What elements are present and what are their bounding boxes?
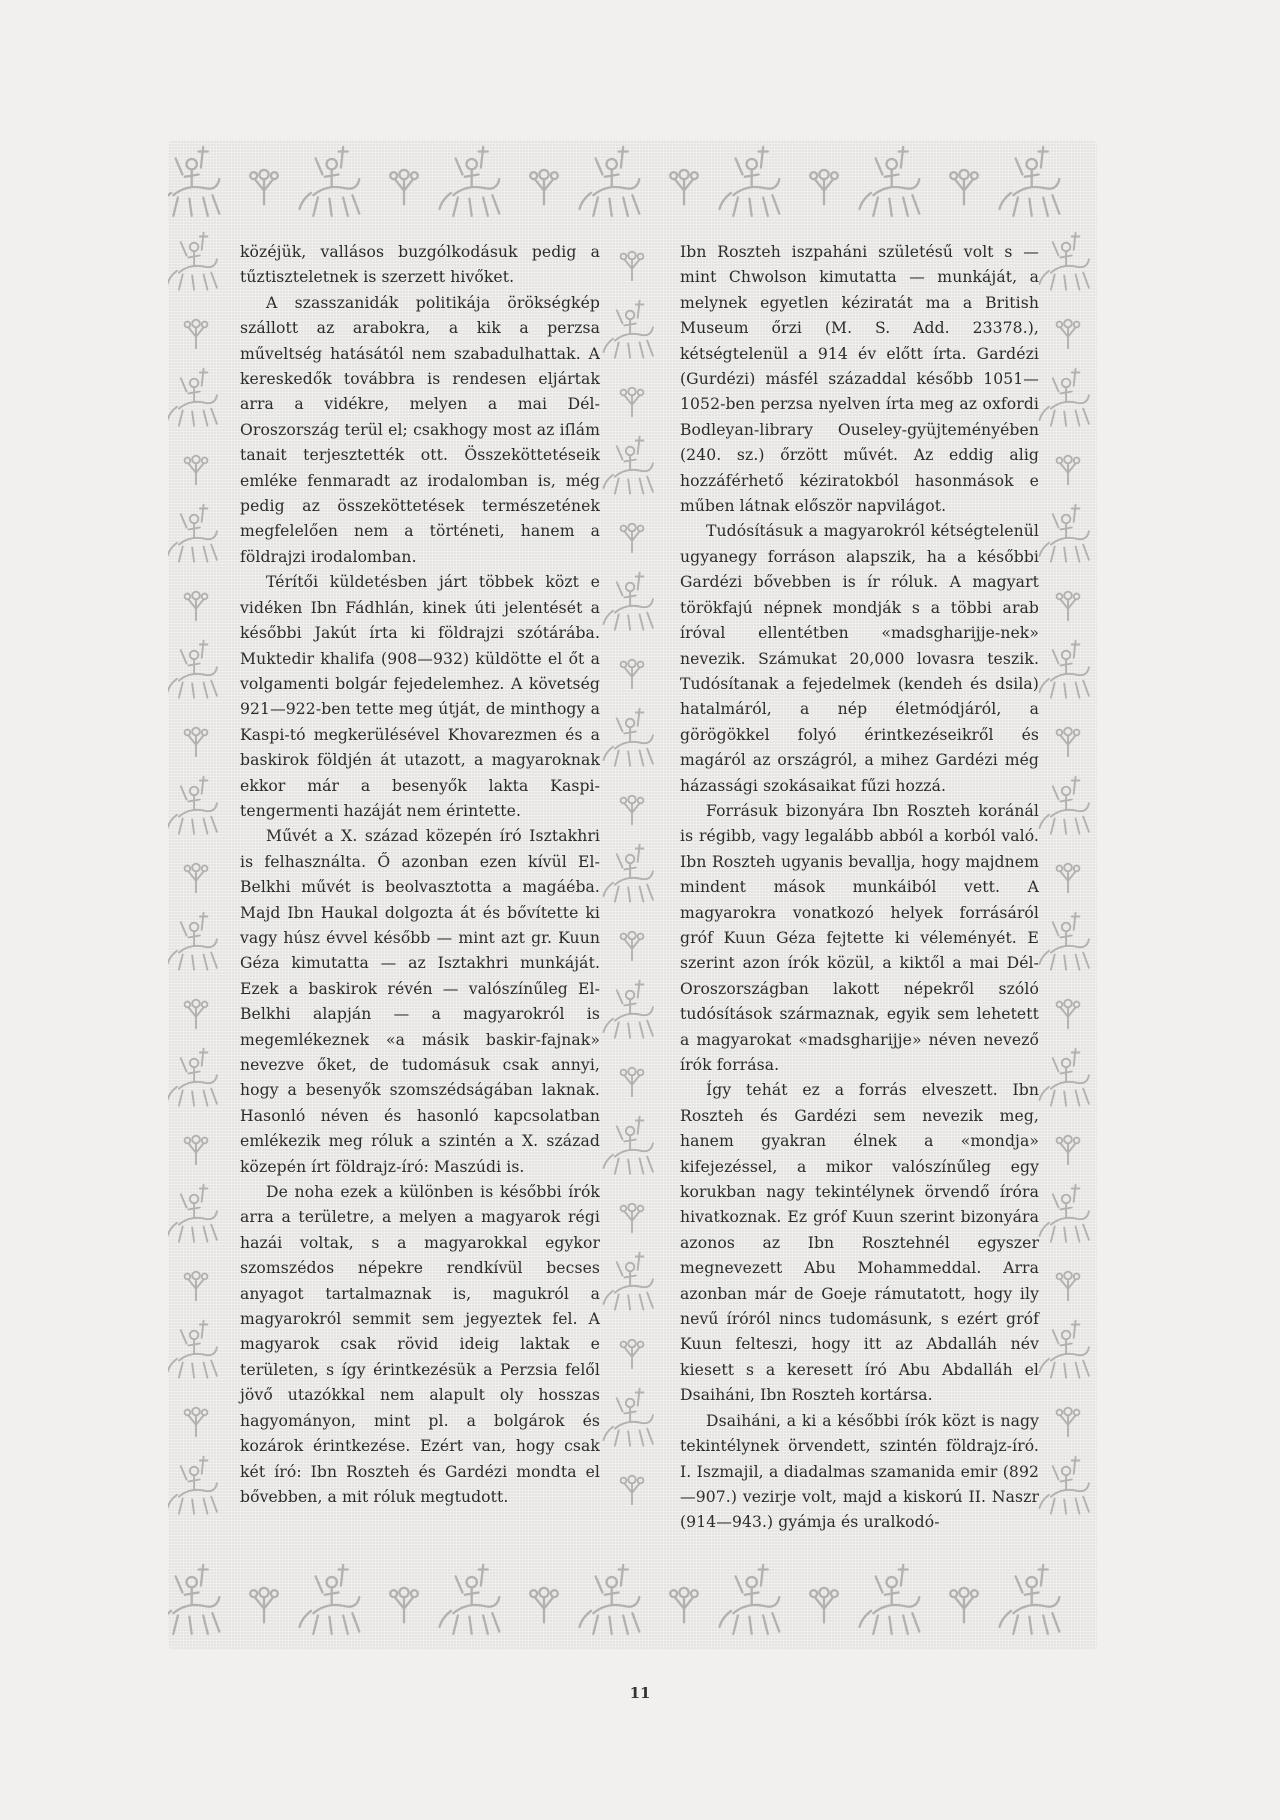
- paragraph: Így tehát ez a forrás elveszett. Ibn Roszteh és Gardézi sem nevezik meg, hanem gyakran élnek a «mondja» kifejezéssel, a mikor valószínűleg egy korukban nagy tekintélynek örvendő íróra hivatkoznak. Ez gróf Kuun szerint bizonyára azonos az Ibn Rosztehnél egyszer megnevezett Abu Mohammeddal. Arra azonban már de Goeje rámutatott, hogy ily nevű íróról nincs tudomásunk, s ezért gróf Kuun felteszi, hogy itt az Abdalláh név kiesett s a keresett író Abu Abdalláh el Dsaiháni, Ibn Roszteh kortársa.: [680, 1081, 1039, 1405]
- paragraph: Tudósításuk a magyarokról kétségtelenül ugyanegy forráson alapszik, ha a későbbi Gardézi bővebben is ír róluk. A magyart törökfajú népnek mondják s a többi arab íróval ellentétben «madsgharijje-nek» nevezik. Számukat 20,000 lovasra teszik. Tudósítanak a fejedelmek (kendeh és dsila) hatalmáról, a nép életmódjáról, a görögökkel folyó érintkezéseikről és magáról az országról, a mihez Gardézi még házassági szokásaikat fűzi hozzá.: [680, 522, 1039, 795]
- paragraph: Forrásuk bizonyára Ibn Roszteh koránál is régibb, vagy legalább abból a korból való. Ibn Roszteh ugyanis bevallja, hogy majdnem mindent mások munkáiból vett. A magyarokra vonatkozó helyek forrásáról gróf Kuun Géza fejtette ki véleményét. E szerint azon írók közül, a kiktől a mai Dél-Oroszországban lakott népekről szóló tudósítások származnak, egyik sem lehetett a magyarokat «madsgharijje» néven nevező írók forrása.: [680, 801, 1039, 1074]
- paragraph: Művét a X. század közepén író Isztakhri is felhasználta. Ő azonban ezen kívül El-Belkhi művét is beolvasztotta a magáéba. Majd Ibn Haukal dolgozta át és bővítette ki vagy húsz évvel később — mint azt gr. Kuun Géza kimutatta — az Isztakhri munkáját. Ezek a baskirok révén — valószínűleg El-Belkhi alapján — a magyarokról is megemlékeznek «a másik baskir-fajnak» nevezve őket, de tudomásuk csak annyi, hogy a besenyők szomszédságában laknak. Hasonló néven és hasonló kapcsolatban emlékezik meg róluk a szintén a X. század közepén írt földrajz-író: Maszúdi is.: [240, 827, 600, 1176]
- paragraph: A szasszanidák politikája örökségkép szállott az arabokra, a kik a perzsa műveltség hatásától nem szabadulhattak. A kereskedők továbbra is rendesen eljártak arra a vidékre, melyen a mai Dél-Oroszország terül el; csakhogy most az iſlám tanait terjesztették ott. Összeköttetéseik emléke fenmaradt az irodalomban is, még pedig az összeköttetések természetének megfelelően nem a történeti, hanem a földrajzi irodalomban.: [240, 293, 600, 566]
- paragraph: Ibn Roszteh iszpaháni születésű volt s — mint Chwolson kimutatta — munkáját, a melynek egyetlen kéziratát ma a British Museum őrzi (M. S. Add. 23378.), kétségtelenül a 914 év előtt írta. Gardézi (Gurdézi) másfél századdal később 1051—1052-ben perzsa nyelven írta meg az oxfordi Bodleyan-library Ouseley-gyüjteményében (240. sz.) őrzött művét. Az eddig alig hozzáférhető kéziratokból hasonmások e műben látnak először napvilágot.: [680, 243, 1039, 516]
- left-text-column: [240, 240, 600, 1510]
- right-text-column: [680, 240, 1039, 1536]
- page-number: 11: [629, 1684, 651, 1702]
- paragraph: közéjük, vallásos buzgólkodásuk pedig a tűztiszteletnek is szerzett hivőket.: [240, 243, 600, 287]
- paragraph: Dsaiháni, a ki a későbbi írók közt is nagy tekintélynek örvendett, szintén földrajz-író. I. Iszmajil, a diadalmas szamanida emir (892—907.) vezirje volt, majd a kiskorú II. Naszr (914—943.) gyámja és uralkodó-: [680, 1411, 1039, 1532]
- paragraph: De noha ezek a különben is későbbi írók arra a területre, a melyen a magyarok régi hazái voltak, s a magyarokkal egykor szomszédos népekre rendkívül becses anyagot tartalmaznak is, magukról a magyarokról semmit sem jegyeztek fel. A magyarok csak rövid ideig laktak e területen, s így érintkezésük a Perzsia felől jövő utazókkal nem alapult oly hosszas hagyományon, mint pl. a bolgárok és kozárok érintkezése. Ezért van, hogy csak két író: Ibn Roszteh és Gardézi mondta el bővebben, a mit róluk megtudott.: [240, 1183, 600, 1506]
- paragraph: Térítői küldetésben járt többek közt e vidéken Ibn Fádhlán, kinek úti jelentését a későbbi Jakút írta ki földrajzi szótárába. Muktedir khalifa (908—932) küldötte el őt a volgamenti bolgár fejedelemhez. A követség 921—922-ben tette meg útját, de minthogy a Kaspi-tó megkerülésével Khovarezmen és a baskirok földjén át utazott, a magyaroknak ekkor már a besenyők lakta Kaspi-tengermenti hazáját nem érintette.: [240, 573, 600, 820]
